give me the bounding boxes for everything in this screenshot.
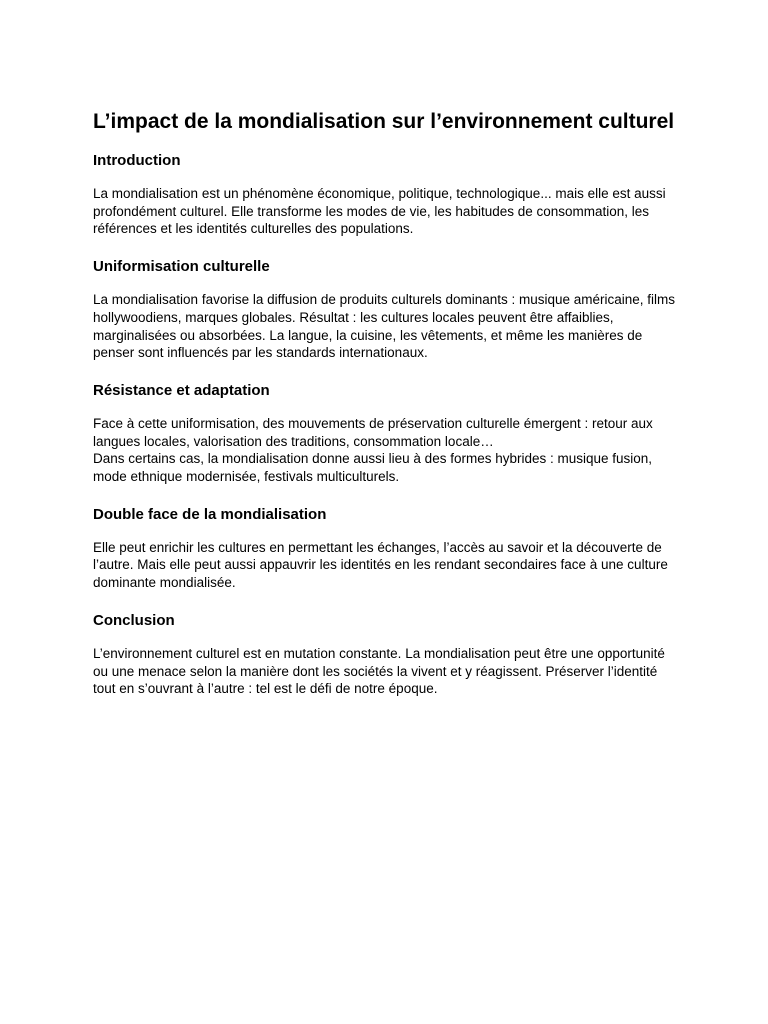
section-double-face [93, 505, 683, 592]
section-paragraph: L’environnement culturel est en mutation constante. La mondialisation peut être une opportunité ou une menace selon la manière dont les sociétés la vivent et y réagissent. Préserver l’identité tout en s’ouvrant à l’autre : tel est le défi de notre époque. [93, 645, 665, 697]
section-heading: Résistance et adaptation [93, 381, 270, 399]
section-heading: Uniformisation culturelle [93, 258, 270, 276]
document-body [93, 108, 683, 717]
section-paragraph: La mondialisation est un phénomène économique, politique, technologique... mais elle est aussi profondément culturel. Elle transforme les modes de vie, les habitudes de consommation, les références et les identités culturelles des populations. [93, 186, 666, 237]
section-heading: Double face de la mondialisation [93, 505, 327, 523]
section-paragraph: Face à cette uniformisation, des mouvements de préservation culturelle émergent : retour aux langues locales, valorisation des traditions, consommation locale… Dans certains cas, la mondialisation donne aussi lieu à des formes hybrides : musique fusion, mode ethnique modernisée, festivals multiculturels. [93, 415, 653, 485]
section-paragraph: Elle peut enrichir les cultures en permettant les échanges, l’accès au savoir et la découverte de l’autre. Mais elle peut aussi appauvrir les identités en les rendant secondaires face à une culture dominante mondialisée. [93, 539, 668, 591]
section-paragraph: La mondialisation favorise la diffusion de produits culturels dominants : musique américaine, films hollywoodiens, marques globales. Résultat : les cultures locales peuvent être affaiblies, marginalisées ou absorbées. La langue, la cuisine, les vêtements, et même les manières de penser sont influencés par les standards internationaux. [93, 292, 676, 361]
section-uniformisation [93, 257, 683, 362]
document-title: L’impact de la mondialisation sur l’environnement culturel [93, 110, 675, 133]
section-heading: Conclusion [93, 611, 175, 629]
section-resistance [93, 381, 683, 486]
section-conclusion [93, 611, 683, 698]
section-heading: Introduction [93, 152, 181, 169]
section-introduction [93, 151, 683, 238]
